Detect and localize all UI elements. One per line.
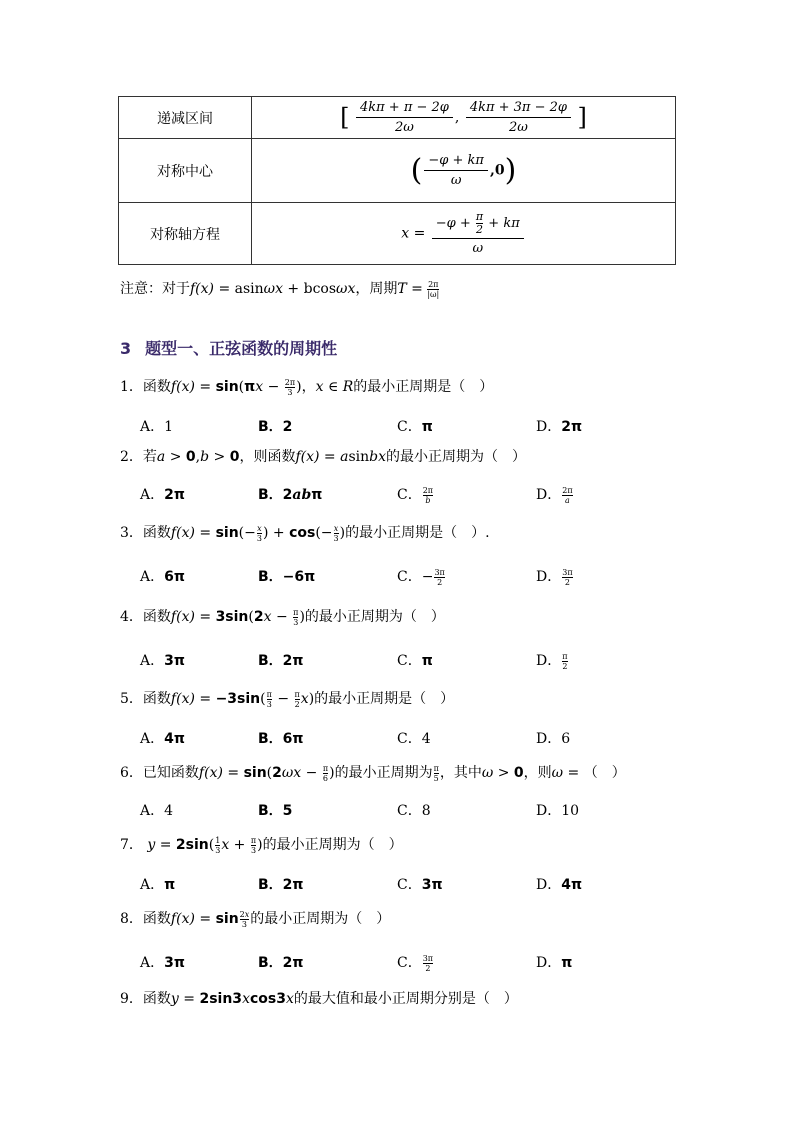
option-d[interactable]: D．4π xyxy=(536,877,583,893)
option-a[interactable]: A．4π xyxy=(140,731,185,747)
option-c[interactable]: C． $\frac{3\pi}{2}$ xyxy=(397,953,434,973)
option-d[interactable]: D． $\frac{2\pi}{a}$ xyxy=(536,485,573,505)
option-d[interactable]: D．10 xyxy=(536,803,580,819)
option-b[interactable]: B．2π xyxy=(258,653,304,669)
question-7: 7． y = 2sin( $\frac{1}{3}$ x + $\frac{\pi}{3}$ )的最小正周期为（ ） xyxy=(120,835,403,855)
option-b[interactable]: B．2abπ xyxy=(258,487,323,503)
question-1: 1．函数f(x) = sin(πx − $\frac{2\pi}{3}$ )，x ∈ R的最小正周期是（ ） xyxy=(120,377,494,397)
option-a[interactable]: A．4 xyxy=(140,803,174,819)
option-c[interactable]: C．3π xyxy=(397,877,443,893)
table-row xyxy=(119,139,676,203)
question-8: 8．函数f(x) = sin $\frac{2x}{3}$ 的最小正周期为（ ） xyxy=(120,909,391,929)
option-c[interactable]: C．π xyxy=(397,653,433,669)
option-d[interactable]: D．6 xyxy=(536,731,571,747)
decreasing-interval-formula: [ $\frac{4k\pi + \pi - 2\varphi}{2\omega}$ , $\frac{4k\pi + 3\pi - 2\varphi}{2\omega}$ ] xyxy=(252,97,676,139)
option-c[interactable]: C．− $\frac{3\pi}{2}$ xyxy=(397,567,445,587)
option-a[interactable]: A．π xyxy=(140,877,176,893)
option-b[interactable]: B．−6π xyxy=(258,569,316,585)
option-a[interactable]: A．6π xyxy=(140,569,185,585)
question-5: 5．函数f(x) = −3sin( $\frac{\pi}{3}$ − $\frac{\pi}{2}$ x)的最小正周期是（ ） xyxy=(120,689,455,709)
option-d[interactable]: D．2π xyxy=(536,419,583,435)
question-4: 4．函数f(x) = 3sin(2x − $\frac{\pi}{3}$ )的最小正周期为（ ） xyxy=(120,607,445,627)
option-b[interactable]: B．2π xyxy=(258,955,304,971)
row-label: 递减区间 xyxy=(119,97,252,139)
table-row xyxy=(119,97,676,139)
option-d[interactable]: D． $\frac{3\pi}{2}$ xyxy=(536,567,573,587)
option-c[interactable]: C．8 xyxy=(397,803,431,819)
row-label: 对称中心 xyxy=(119,139,252,203)
period-note: 注意：对于f(x) = asinωx + bcosωx，周期T = $\frac{2\pi}{|\omega|}$ xyxy=(120,279,440,299)
question-2: 2．若a > 0,b > 0，则函数f(x) = asinbx的最小正周期为（ ） xyxy=(120,449,527,465)
option-a[interactable]: A．3π xyxy=(140,955,185,971)
option-d[interactable]: D． $\frac{\pi}{2}$ xyxy=(536,651,568,671)
option-b[interactable]: B．2 xyxy=(258,419,293,435)
symmetry-center-formula: ( $\frac{-\varphi + k\pi}{\omega}$ ,0) xyxy=(252,139,676,203)
option-b[interactable]: B．5 xyxy=(258,803,293,819)
option-b[interactable]: B．6π xyxy=(258,731,304,747)
question-3: 3．函数f(x) = sin(− $\frac{x}{3}$ ) + cos(− $\frac{x}{3}$ )的最小正周期是（ ）. xyxy=(120,523,490,543)
option-c[interactable]: C．4 xyxy=(397,731,431,747)
question-6: 6．已知函数f(x) = sin(2ωx − $\frac{\pi}{6}$ )的最小正周期为 $\frac{\pi}{5}$ ，其中ω > 0，则ω = （ ） xyxy=(120,763,626,783)
row-label: 对称轴方程 xyxy=(119,203,252,265)
option-d[interactable]: D．π xyxy=(536,955,573,971)
option-a[interactable]: A．3π xyxy=(140,653,185,669)
option-b[interactable]: B．2π xyxy=(258,877,304,893)
property-table xyxy=(118,96,676,265)
section-heading: 3 题型一、正弦函数的周期性 xyxy=(120,339,338,358)
question-9: 9．函数y = 2sin3xcos3x的最大值和最小正周期分别是（ ） xyxy=(120,991,518,1007)
symmetry-axis-formula: x = −φ + $\frac{\pi}{2}$ + kπ ω xyxy=(252,203,676,265)
option-a[interactable]: A．2π xyxy=(140,487,185,503)
option-c[interactable]: C．π xyxy=(397,419,433,435)
table-row xyxy=(119,203,676,265)
option-a[interactable]: A．1 xyxy=(140,419,174,435)
option-c[interactable]: C． $\frac{2\pi}{b}$ xyxy=(397,485,434,505)
